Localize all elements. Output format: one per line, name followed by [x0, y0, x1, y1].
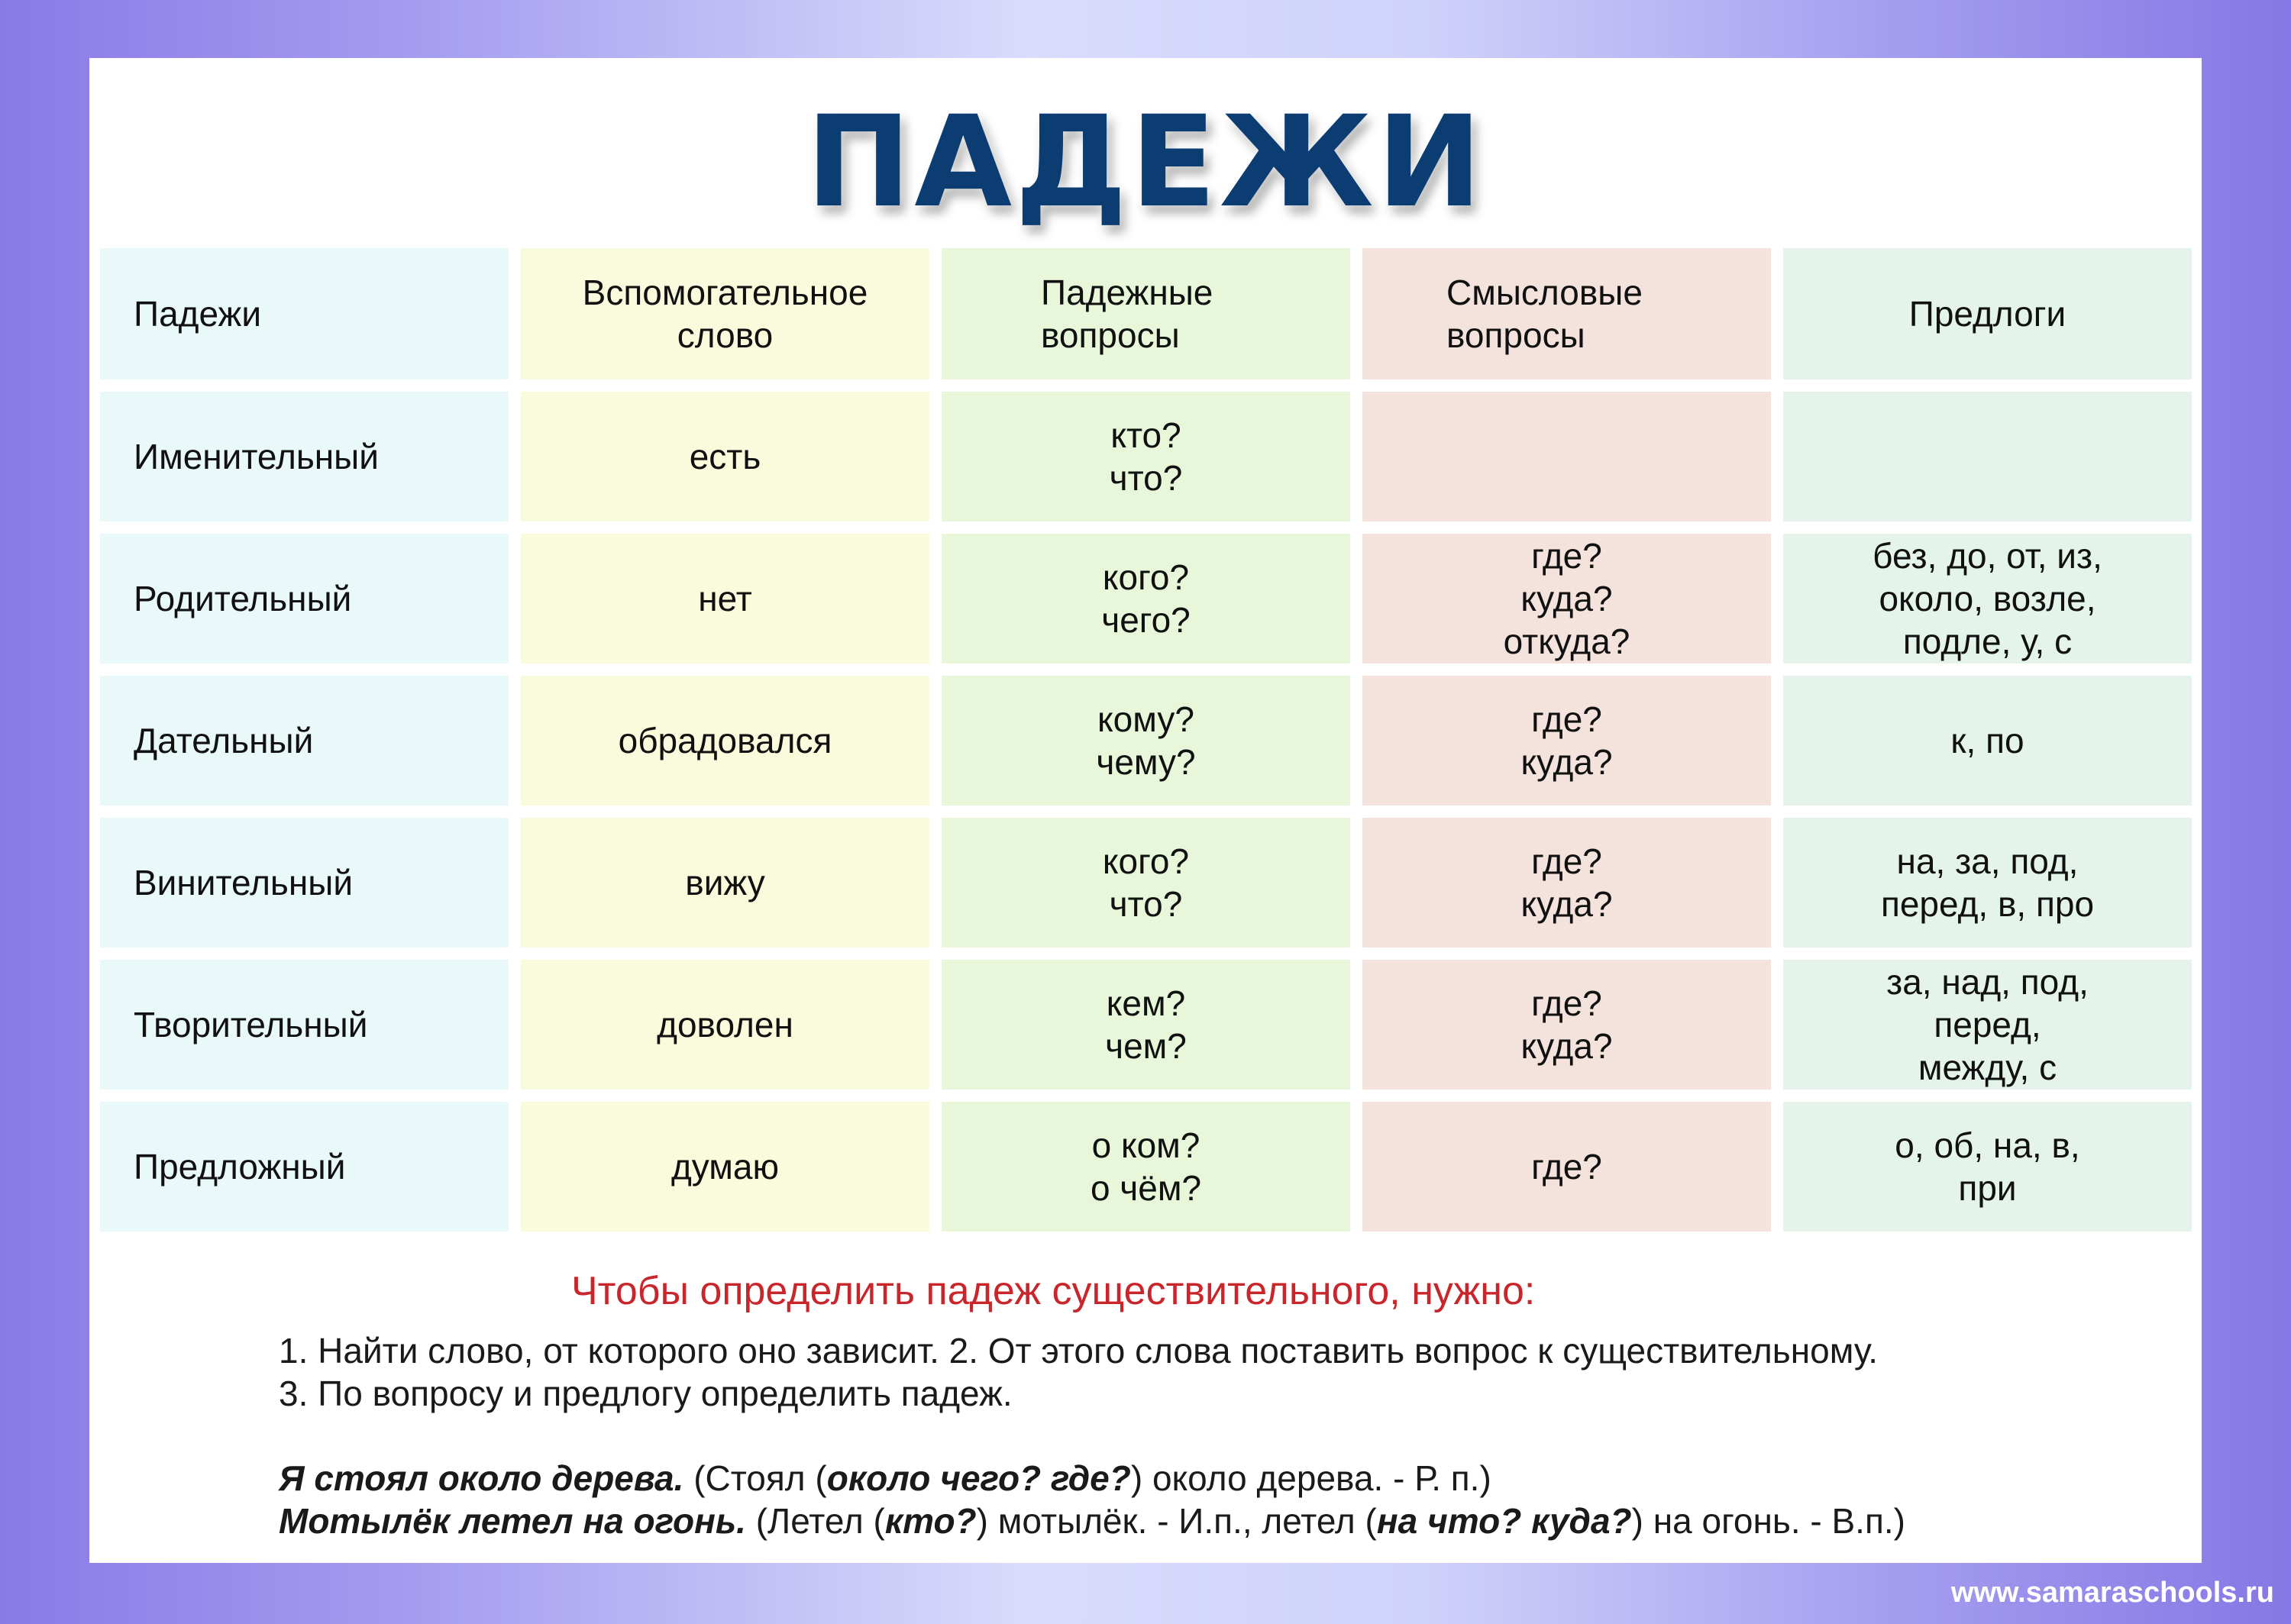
case-questions-cell: кого? что?: [942, 818, 1350, 948]
prepositions-cell: о, об, на, в, при: [1783, 1102, 2192, 1232]
prepositions-cell: за, над, под, перед, между, с: [1783, 960, 2192, 1090]
header-cell-case: Падежи: [100, 248, 509, 379]
site-url: www.samaraschools.ru: [1950, 1577, 2274, 1609]
case-questions-cell: кем? чем?: [942, 960, 1350, 1090]
prepositions-cell: к, по: [1783, 676, 2192, 806]
case-name-cell: Дательный: [100, 676, 509, 806]
rule-step-line: 3. По вопросу и предлогу определить падеж.: [279, 1374, 1013, 1413]
examples-block: [279, 1457, 1905, 1542]
header-cell-case-questions: Падежные вопросы: [942, 248, 1350, 379]
case-name-cell: Предложный: [100, 1102, 509, 1232]
case-name-cell: Винительный: [100, 818, 509, 948]
header-cell-meaning-questions: Смысловые вопросы: [1362, 248, 1771, 379]
helper-word-cell: вижу: [521, 818, 929, 948]
prepositions-cell: [1783, 392, 2192, 521]
meaning-questions-cell: где? куда?: [1362, 676, 1771, 806]
helper-word-cell: есть: [521, 392, 929, 521]
case-questions-cell: о ком? о чём?: [942, 1102, 1350, 1232]
case-name-cell: Творительный: [100, 960, 509, 1090]
meaning-questions-cell: [1362, 392, 1771, 521]
example-sentence: Я стоял около дерева.: [279, 1458, 684, 1498]
example-question: около чего? где?: [826, 1458, 1131, 1498]
example-sentence: Мотылёк летел на огонь.: [279, 1501, 746, 1541]
helper-word-cell: нет: [521, 534, 929, 663]
case-name-cell: Именительный: [100, 392, 509, 521]
example-question: кто?: [884, 1501, 977, 1541]
header-cell-helper-word: Вспомогательное слово: [521, 248, 929, 379]
prepositions-cell: на, за, под, перед, в, про: [1783, 818, 2192, 948]
meaning-questions-cell: где?: [1362, 1102, 1771, 1232]
rule-steps: [279, 1329, 1878, 1415]
helper-word-cell: доволен: [521, 960, 929, 1090]
case-questions-cell: кому? чему?: [942, 676, 1350, 806]
rule-step-line: 1. Найти слово, от которого оно зависит. 2. От этого слова поставить вопрос к существительному.: [279, 1331, 1879, 1371]
meaning-questions-cell: где? куда?: [1362, 818, 1771, 948]
prepositions-cell: без, до, от, из, около, возле, подле, у, с: [1783, 534, 2192, 663]
poster-sheet: [89, 58, 2202, 1563]
case-questions-cell: кто? что?: [942, 392, 1350, 521]
poster-title: ПАДЕЖИ: [806, 89, 1485, 235]
helper-word-cell: обрадовался: [521, 676, 929, 806]
meaning-questions-cell: где? куда? откуда?: [1362, 534, 1771, 663]
case-name-cell: Родительный: [100, 534, 509, 663]
header-cell-prepositions: Предлоги: [1783, 248, 2192, 379]
helper-word-cell: думаю: [521, 1102, 929, 1232]
case-questions-cell: кого? чего?: [942, 534, 1350, 663]
example-question: на что? куда?: [1376, 1501, 1632, 1541]
example-line: Мотылёк летел на огонь. (Летел (кто?) мотылёк. - И.п., летел (на что? куда?) на огонь. - В.п.): [279, 1501, 1905, 1541]
meaning-questions-cell: где? куда?: [1362, 960, 1771, 1090]
example-line: Я стоял около дерева. (Стоял (около чего? где?) около дерева. - Р. п.): [279, 1458, 1491, 1498]
rule-heading: Чтобы определить падеж существительного, нужно:: [571, 1269, 1536, 1313]
